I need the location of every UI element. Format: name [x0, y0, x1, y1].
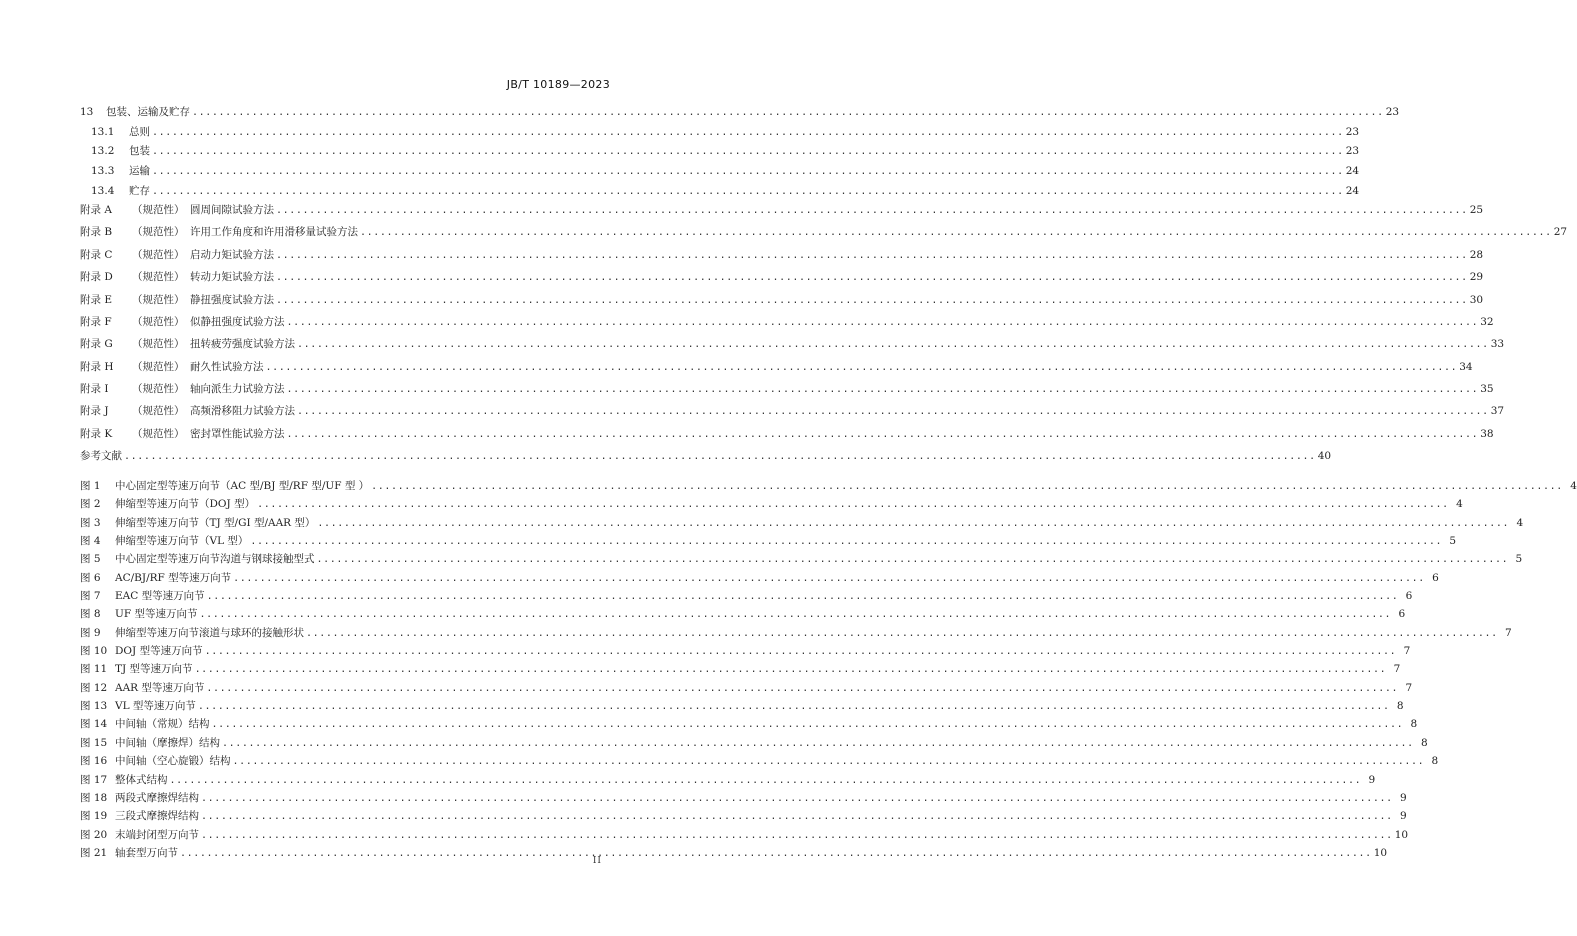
figure-number: 图 18: [80, 791, 108, 804]
toc-entry[interactable]: [80, 404, 1505, 419]
figure-page: 7: [1403, 645, 1411, 658]
toc-entry[interactable]: [80, 184, 1360, 199]
toc-entry[interactable]: [80, 382, 1494, 397]
dot-leader: [124, 450, 1316, 464]
toc-entry[interactable]: [80, 144, 1360, 159]
figure-page: 9: [1400, 791, 1407, 804]
figure-number: 图 13: [80, 700, 108, 713]
toc-entry-page: 25: [1469, 204, 1484, 217]
toc-entry[interactable]: [80, 293, 1484, 308]
toc-entry-page: 24: [1345, 164, 1360, 177]
toc-entry-kind: （规范性）: [132, 204, 185, 217]
figure-number: 图 15: [80, 736, 108, 749]
figure-number: 图 1: [80, 480, 101, 492]
page-number: II: [592, 856, 602, 866]
toc-entry-number: 13.2: [91, 145, 115, 158]
toc-entry-title: 许用工作角度和许用滑移量试验方法: [190, 226, 358, 239]
toc-entry-kind: （规范性）: [132, 405, 185, 418]
figure-number: 图 19: [80, 810, 108, 823]
toc-entry-title: 圆周间隙试验方法: [190, 204, 274, 217]
figure-number: 图 21: [80, 846, 108, 859]
toc-entry-title: 包装、运输及贮存: [106, 106, 190, 118]
figure-number: 图 10: [80, 645, 108, 658]
figure-entry[interactable]: [80, 828, 1409, 843]
figure-entry[interactable]: [80, 809, 1407, 824]
figure-title: 轴套型万向节: [115, 846, 178, 859]
dot-leader: [199, 608, 1391, 622]
figure-number: 图 14: [80, 718, 108, 731]
dot-leader: [276, 204, 1468, 218]
toc-entry-number: 附录 I: [80, 382, 109, 395]
toc-entry-title: 密封罩性能试验方法: [190, 427, 285, 440]
figure-title: AAR 型等速万向节: [115, 681, 205, 694]
dot-leader: [206, 682, 1398, 696]
toc-entry[interactable]: [80, 427, 1494, 442]
toc-entry-title: 轴向派生力试验方法: [190, 382, 285, 395]
figure-page: 9: [1400, 810, 1407, 823]
dot-leader: [233, 572, 1425, 586]
dot-leader: [207, 590, 1399, 604]
figure-entry[interactable]: [80, 516, 1524, 531]
toc-entry-number: 附录 G: [80, 338, 113, 351]
figure-title: 伸缩型等速万向节（VL 型）: [115, 535, 249, 548]
figure-title: 整体式结构: [115, 773, 168, 786]
dot-leader: [276, 294, 1468, 308]
figure-entry[interactable]: [80, 754, 1439, 769]
figure-page: 6: [1432, 571, 1439, 584]
toc-entry-number: 附录 H: [80, 360, 114, 373]
figure-page: 4: [1570, 480, 1577, 492]
toc-entry-page: 32: [1480, 315, 1494, 328]
figure-page: 10: [1394, 828, 1409, 841]
figure-entry[interactable]: [80, 773, 1376, 788]
figure-entry[interactable]: [80, 681, 1413, 696]
figure-entry[interactable]: [80, 791, 1407, 806]
toc-entry-number: 附录 K: [80, 427, 113, 440]
dot-leader: [198, 700, 1390, 714]
toc-entry-title: 高频滑移阻力试验方法: [190, 405, 295, 418]
dot-leader: [192, 106, 1384, 120]
figure-entry[interactable]: [80, 736, 1428, 751]
toc-entry-page: 30: [1469, 293, 1484, 306]
toc-entry[interactable]: [80, 125, 1360, 140]
dot-leader: [152, 185, 1344, 199]
figure-number: 图 2: [80, 498, 101, 511]
figure-entry[interactable]: [80, 552, 1523, 567]
figure-entry[interactable]: [80, 699, 1404, 714]
dot-leader: [257, 498, 1449, 512]
figure-title: 末端封闭型万向节: [115, 828, 199, 841]
toc-entry[interactable]: [80, 105, 1400, 120]
dot-leader: [222, 737, 1414, 751]
figure-title: AC/BJ/RF 型等速万向节: [115, 571, 232, 584]
figure-page: 8: [1410, 718, 1418, 731]
figure-page: 4: [1456, 498, 1463, 511]
toc-entry-page: 23: [1385, 106, 1400, 118]
figure-page: 5: [1449, 535, 1457, 548]
toc-entry-title: 转动力矩试验方法: [190, 271, 274, 284]
toc-entry-number: 附录 A: [80, 204, 112, 217]
figure-page: 10: [1373, 846, 1388, 859]
dot-leader: [201, 810, 1393, 824]
dot-leader: [212, 718, 1404, 732]
toc-entry-page: 33: [1490, 338, 1505, 351]
dot-leader: [266, 361, 1458, 375]
toc-entry-kind: （规范性）: [132, 382, 185, 395]
toc-entry-page: 34: [1459, 360, 1473, 373]
toc-entry-number: 附录 F: [80, 315, 112, 328]
figure-page: 9: [1368, 773, 1376, 786]
dot-leader: [276, 271, 1468, 285]
figure-page: 8: [1396, 700, 1404, 713]
toc-entry-page: 23: [1345, 125, 1360, 138]
toc-entry-page: 40: [1317, 449, 1332, 462]
figure-entry[interactable]: [80, 589, 1413, 604]
dot-leader: [317, 553, 1509, 567]
toc-entry-page: 38: [1480, 427, 1494, 440]
figure-title: VL 型等速万向节: [115, 700, 196, 713]
figure-page: 6: [1405, 590, 1413, 603]
toc-entry-title: 似静扭强度试验方法: [190, 315, 285, 328]
toc-entry-page: 24: [1345, 184, 1360, 197]
toc-entry[interactable]: [80, 270, 1484, 285]
figure-number: 图 17: [80, 773, 108, 786]
figure-page: 6: [1398, 608, 1406, 621]
figure-page: 8: [1431, 755, 1439, 768]
figure-number: 图 4: [80, 535, 101, 548]
figure-title: 中间轴（常规）结构: [115, 718, 210, 731]
toc-entry-page: 29: [1469, 271, 1484, 284]
figure-entry[interactable]: [80, 626, 1512, 641]
figure-title: 两段式摩擦焊结构: [115, 791, 199, 804]
toc-entry-title: 参考文献: [80, 449, 122, 462]
figure-title: DOJ 型等速万向节: [115, 645, 203, 658]
figure-entry[interactable]: [80, 479, 1577, 494]
toc-entry-title: 运输: [129, 164, 150, 177]
toc-entry-kind: （规范性）: [132, 427, 185, 440]
dot-leader: [180, 847, 1372, 861]
dot-leader: [287, 316, 1479, 330]
toc-entry-kind: （规范性）: [132, 360, 185, 373]
figure-title: 伸缩型等速万向节（DOJ 型）: [115, 498, 256, 511]
toc-entry-title: 扭转疲劳强度试验方法: [190, 338, 295, 351]
toc-entry-kind: （规范性）: [132, 338, 185, 351]
figure-entry[interactable]: [80, 497, 1463, 512]
figure-title: TJ 型等速万向节: [115, 663, 193, 676]
figure-page: 8: [1421, 736, 1428, 749]
toc-entry[interactable]: [80, 203, 1484, 218]
figure-entry[interactable]: [80, 662, 1401, 677]
figure-title: 中间轴（空心旋锻）结构: [115, 755, 231, 768]
toc-entry[interactable]: [80, 449, 1332, 464]
toc-entry-number: 13: [80, 106, 94, 118]
figure-title: UF 型等速万向节: [115, 608, 198, 621]
toc-entry-number: 附录 D: [80, 271, 113, 284]
toc-entry-page: 28: [1469, 248, 1484, 261]
toc-entry-number: 13.1: [91, 125, 115, 138]
toc-entry-title: 静扭强度试验方法: [190, 293, 274, 306]
figure-number: 图 6: [80, 571, 101, 584]
toc-entry-kind: （规范性）: [132, 293, 185, 306]
figure-number: 图 3: [80, 516, 101, 529]
toc-entry[interactable]: [80, 248, 1484, 263]
figure-page: 5: [1515, 553, 1523, 566]
figure-title: 伸缩型等速万向节（TJ 型/GI 型/AAR 型）: [115, 516, 316, 529]
figure-number: 图 11: [80, 663, 108, 676]
dot-leader: [360, 226, 1552, 240]
dot-leader: [371, 480, 1563, 494]
toc-entry-page: 27: [1553, 226, 1568, 239]
dot-leader: [152, 126, 1344, 140]
toc-entry-title: 包装: [129, 145, 150, 158]
figure-page: 7: [1505, 626, 1512, 639]
toc-entry[interactable]: [80, 164, 1360, 179]
figure-number: 图 16: [80, 755, 108, 768]
toc-entry-kind: （规范性）: [132, 248, 185, 261]
figure-page: 7: [1405, 681, 1413, 694]
toc-entry-page: 37: [1490, 405, 1505, 418]
figure-number: 图 20: [80, 828, 108, 841]
toc-entry-kind: （规范性）: [132, 271, 185, 284]
toc-entry-title: 启动力矩试验方法: [190, 248, 274, 261]
figure-title: 三段式摩擦焊结构: [115, 810, 199, 823]
figure-number: 图 5: [80, 553, 101, 566]
toc-entry-kind: （规范性）: [132, 226, 185, 239]
figure-title: 中间轴（摩擦焊）结构: [115, 736, 220, 749]
figure-number: 图 8: [80, 608, 101, 621]
dot-leader: [152, 145, 1344, 159]
figure-title: 伸缩型等速万向节滚道与球环的接触形状: [115, 626, 304, 639]
toc-entry-title: 贮存: [129, 184, 150, 197]
toc-entry[interactable]: [80, 225, 1568, 240]
toc-entry[interactable]: [80, 360, 1473, 375]
figure-number: 图 7: [80, 590, 101, 603]
table-of-contents: [80, 105, 1568, 469]
toc-entry-page: 23: [1345, 145, 1360, 158]
figure-number: 图 12: [80, 681, 108, 694]
toc-entry[interactable]: [80, 337, 1505, 352]
dot-leader: [201, 829, 1393, 843]
dot-leader: [201, 792, 1393, 806]
figure-title: 中心固定型等速万向节（AC 型/BJ 型/RF 型/UF 型 ）: [115, 480, 370, 492]
toc-entry-number: 附录 J: [80, 405, 109, 418]
dot-leader: [287, 383, 1479, 397]
toc-entry-number: 13.3: [91, 164, 115, 177]
toc-entry-page: 35: [1480, 382, 1494, 395]
figure-entry[interactable]: [80, 571, 1439, 586]
dot-leader: [233, 755, 1425, 769]
dot-leader: [297, 405, 1489, 419]
toc-entry-title: 耐久性试验方法: [190, 360, 264, 373]
figure-title: EAC 型等速万向节: [115, 590, 205, 603]
dot-leader: [297, 338, 1489, 352]
standard-code: JB/T 10189—2023: [506, 78, 610, 91]
toc-entry-number: 附录 E: [80, 293, 113, 306]
dot-leader: [152, 165, 1344, 179]
toc-entry-kind: （规范性）: [132, 315, 185, 328]
dot-leader: [317, 517, 1509, 531]
figure-title: 中心固定型等速万向节沟道与钢球接触型式: [115, 553, 315, 566]
figure-page: 4: [1516, 516, 1524, 529]
figure-entry[interactable]: [80, 534, 1457, 549]
toc-entry-number: 13.4: [91, 184, 115, 197]
toc-entry[interactable]: [80, 315, 1494, 330]
figure-entry[interactable]: [80, 607, 1406, 622]
figure-number: 图 9: [80, 626, 101, 639]
toc-entry-number: 附录 C: [80, 248, 113, 261]
dot-leader: [276, 249, 1468, 263]
dot-leader: [170, 774, 1362, 788]
figure-entry[interactable]: [80, 717, 1418, 732]
toc-entry-number: 附录 B: [80, 226, 113, 239]
figure-entry[interactable]: [80, 644, 1411, 659]
toc-entry-title: 总则: [129, 125, 150, 138]
dot-leader: [287, 428, 1479, 442]
figure-page: 7: [1393, 663, 1401, 676]
dot-leader: [306, 627, 1498, 641]
dot-leader: [250, 535, 1442, 549]
dot-leader: [195, 663, 1387, 677]
dot-leader: [205, 645, 1397, 659]
